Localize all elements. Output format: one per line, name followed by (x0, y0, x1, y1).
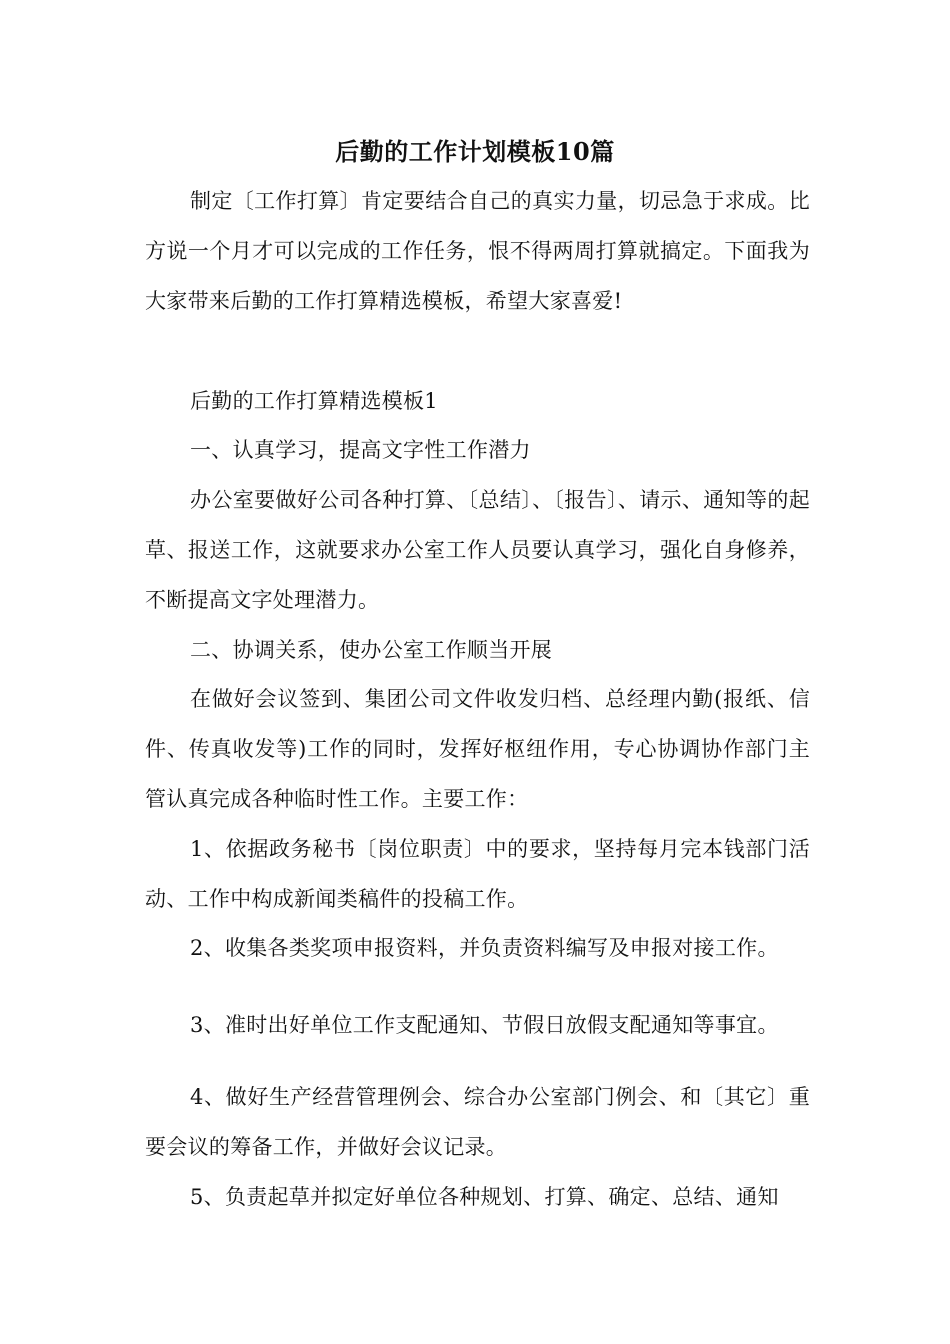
paragraph-coordinate: 在做好会议签到、集团公司文件收发归档、总经理内勤(报纸、信件、传真收发等)工作的同时，发挥好枢纽作用，专心协调协作部门主管认真完成各种临时性工作。主要工作： (145, 687, 810, 811)
document-title: 后勤的工作计划模板10篇 (335, 137, 615, 166)
heading-coordinate: 二、协调关系，使办公室工作顺当开展 (190, 638, 553, 662)
list-item-1: 1、依据政务秘书〔岗位职责〕中的要求，坚持每月完本钱部门活动、工作中构成新闻类稿件的投稿工作。 (145, 837, 810, 911)
list-item-4: 4、做好生产经营管理例会、综合办公室部门例会、和〔其它〕重要会议的筹备工作，并做好会议记录。 (145, 1085, 810, 1159)
list-item-2: 2、收集各类奖项申报资料，并负责资料编写及申报对接工作。 (190, 936, 779, 960)
section-title: 后勤的工作打算精选模板1 (190, 389, 438, 413)
paragraph-study: 办公室要做好公司各种打算、〔总结〕、〔报告〕、请示、通知等的起草、报送工作，这就要求办公室工作人员要认真学习，强化自身修养，不断提高文字处理潜力。 (145, 488, 810, 612)
list-item-3: 3、准时出好单位工作支配通知、节假日放假支配通知等事宜。 (190, 1013, 779, 1037)
intro-paragraph: 制定〔工作打算〕肯定要结合自己的真实力量，切忌急于求成。比方说一个月才可以完成的工作任务，恨不得两周打算就搞定。下面我为大家带来后勤的工作打算精选模板，希望大家喜爱! (145, 189, 810, 313)
heading-study: 一、认真学习，提高文字性工作潜力 (190, 438, 531, 462)
list-item-5: 5、负责起草并拟定好单位各种规划、打算、确定、总结、通知 (190, 1185, 779, 1209)
